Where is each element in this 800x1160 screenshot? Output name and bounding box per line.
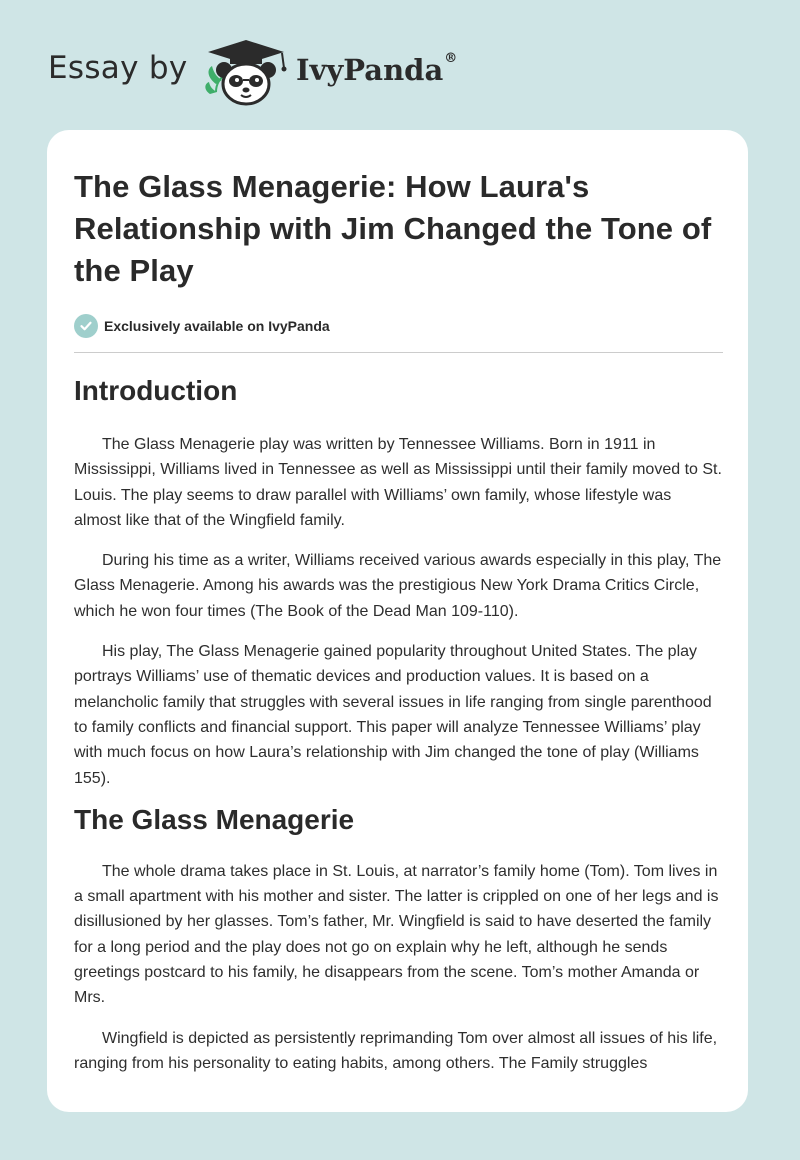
section-heading-glass-menagerie: The Glass Menagerie xyxy=(74,803,355,835)
ivypanda-logo-icon[interactable] xyxy=(200,36,292,108)
paragraph: The Glass Menagerie play was written by Tennessee Williams. Born in 1911 in Mississippi, Williams lived in Tennessee as well as Mississippi until their family moved to St. Louis. The play seems to draw parallel with Williams’ own family, whose lifestyle was almost like that of the Wingfield family. xyxy=(74,436,722,529)
registered-mark: ® xyxy=(444,51,458,66)
paragraph: During his time as a writer, Williams received various awards especially in this play, The Glass Menagerie. Among his awards was the prestigious New York Drama Critics Circle, which he won four times (The Book of the Dead Man 109-110). xyxy=(74,552,722,620)
exclusive-badge-label: Exclusively available on IvyPanda xyxy=(104,318,330,334)
paragraph: His play, The Glass Menagerie gained popularity throughout United States. The play portrays Williams’ use of thematic devices and production values. It is based on a melancholic family that struggles with several issues in life ranging from single parenthood to family conflicts and financial support. This paper will analyze Tennessee Williams’ play with much focus on how Laura’s relationship with Jim changed the tone of play (Williams 155). xyxy=(74,643,712,787)
essay-by-label: Essay by xyxy=(48,50,188,86)
ivypanda-brand-name[interactable]: IvyPanda® xyxy=(296,51,458,87)
exclusive-badge xyxy=(74,313,722,339)
site-header xyxy=(0,0,800,130)
paragraph: Wingfield is depicted as persistently reprimanding Tom over almost all issues of his life, ranging from his personality to eating habits, among others. The Family struggles xyxy=(74,1029,718,1072)
divider xyxy=(74,352,723,353)
check-circle-icon xyxy=(74,314,98,338)
section-heading-introduction: Introduction xyxy=(74,375,238,406)
essay-card xyxy=(47,130,748,1112)
paragraph: The whole drama takes place in St. Louis, at narrator’s family home (Tom). Tom lives in a small apartment with his mother and sister. The latter is crippled on one of her legs and is disillusioned by her glasses. Tom’s father, Mr. Wingfield is said to have deserted the family for a long period and the play does not go on explain why he left, although he sends greetings postcard to his family, he disappears from the scene. Tom’s mother Amanda or Mrs. xyxy=(74,862,719,1007)
essay-title: The Glass Menagerie: How Laura's Relationship with Jim Changed the Tone of the Play xyxy=(74,169,712,288)
